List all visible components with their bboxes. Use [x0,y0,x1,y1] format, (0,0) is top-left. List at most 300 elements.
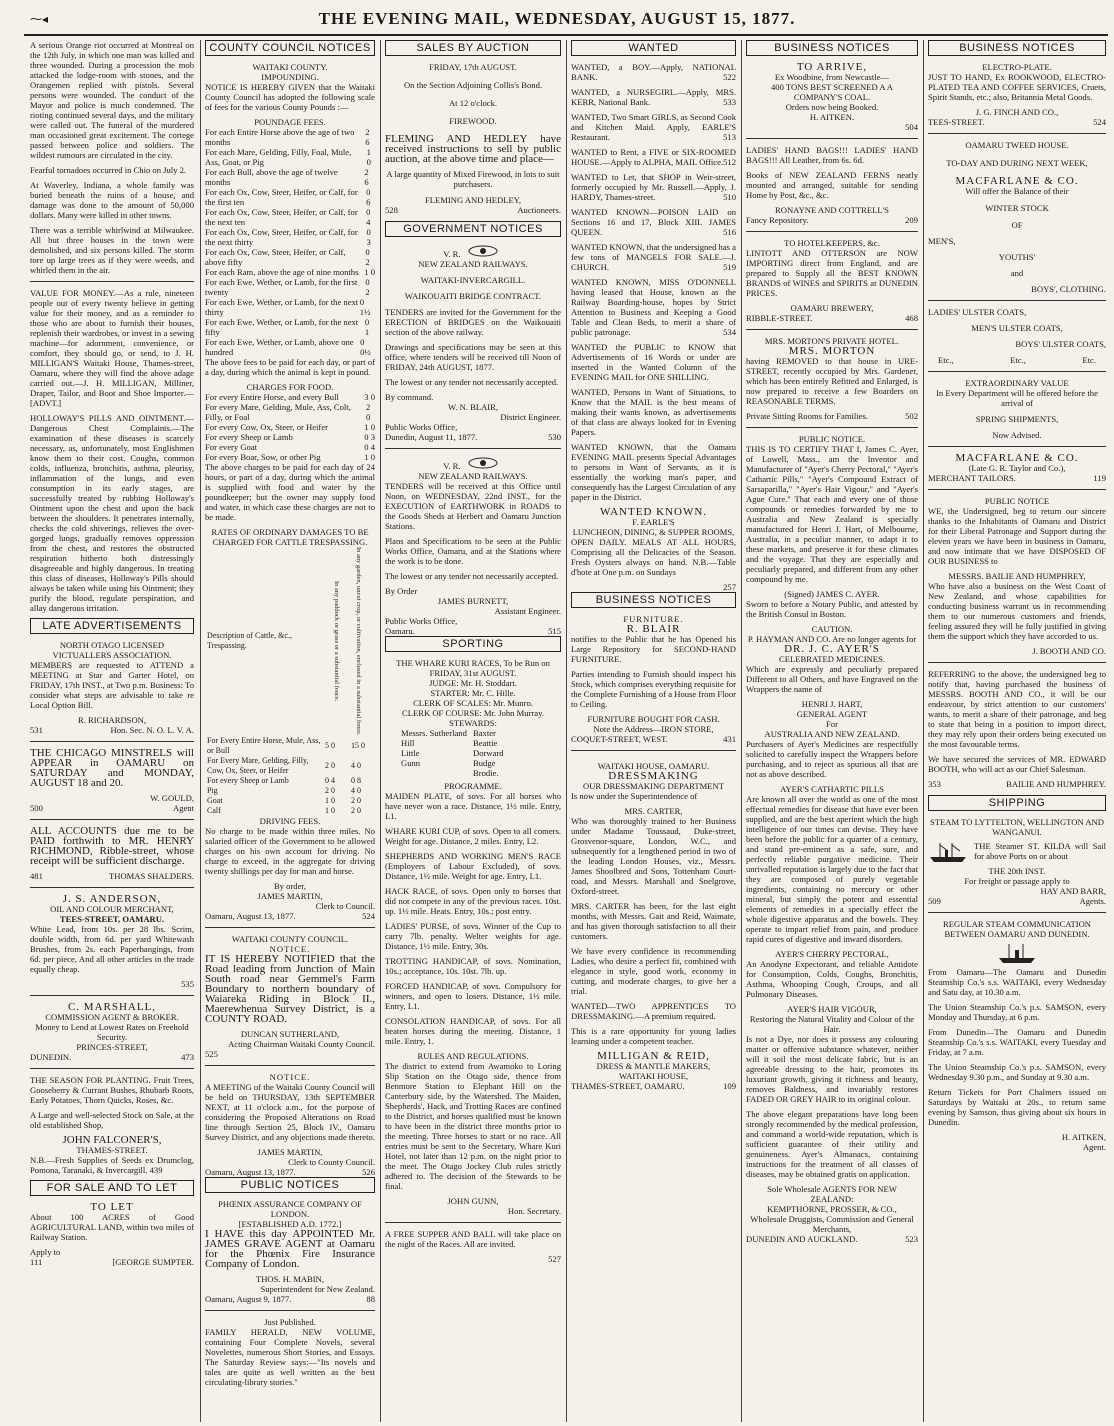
race-official: STARTER: Mr. C. Hille. [430,688,516,698]
royal-arms-icon [463,243,503,257]
ad-body: THE CHICAGO MINSTRELS will APPEAR in OAMARU on SATURDAY and MONDAY, AUGUST 18 and 20. [30,747,194,789]
section-header: SALES BY AUCTION [385,40,561,56]
ad-date: THE 20th INST. [988,866,1046,876]
ad-number: 500 [30,803,43,813]
stewards-title: STEWARDS: [449,718,497,728]
ad-number: 533 [723,97,736,107]
ad-role: Acting Chairman Waitaki County Council. [228,1038,375,1049]
table-cell: 2 0 [351,805,361,815]
ad-body: Ex Woodbine, from Newcastle— [774,72,890,82]
fee-label: For each Entire Horse above the age of two months [205,127,355,147]
table-cell: Calf [207,805,221,815]
ad-body: OF [1011,220,1023,230]
ad-signature: H. AITKEN. [809,112,855,122]
food-amount: 1 0 [364,452,375,462]
steward-name: Messrs. Sutherland [401,728,467,738]
column-1 [30,40,194,1420]
ad-body: ALL ACCOUNTS due me to be PAID forthwith to MR. HENRY RICHMOND, Ribble-street, whose receipt will be sufficient discharge. [30,825,194,867]
race-entry: MAIDEN PLATE, of sovs. For all horses who have never won a race. Distance, 1½ mile. Entry, L1. [385,791,561,821]
ad-body: LINTOTT AND OTTERSON are NOW IMPORTING direct from England, and are prepared to Supply all the BEST KNOWN BRANDS of WINES and SPIRITS at DUNEDIN PRICES. [746,248,918,298]
ad-address: Note the Address—IRON STORE, [593,724,714,734]
table-cell: 5 0 [325,740,335,750]
ad-address: DUNEDIN AND AUCKLAND. [746,1234,858,1244]
fee-amount: 0 1½ [359,297,371,317]
ad-subtitle: FURNITURE BOUGHT FOR CASH. [587,714,720,724]
steward-name: Baxter [473,728,496,738]
ad-signature: R. RICHARDSON, [77,715,147,725]
wanted-ad [571,87,736,107]
ad-subtitle: OIL AND COLOUR MERCHANT, [50,904,174,914]
ad-body: At 12 o'clock. [448,98,498,108]
ad-body: On the Section Adjoining Collis's Bond. [403,80,543,90]
ad-signature: H. AITKEN, [1061,1132,1106,1142]
food-amount: 0 4 [364,442,375,452]
ad-address: COQUET-STREET, WEST. [571,734,668,744]
ad-date: Oamaru, August 9, 1877. [205,1293,292,1304]
wanted-text: WANTED KNOWN, MISS O'DONNELL having leased that House, known as the Railway Boarding-house, hopes by Strict Attention to Business and Keeping a Good Table and Clean Beds, to merit a share of public patronage. [571,277,736,337]
ad-title: C. MARSHALL, [67,1001,157,1013]
schedule-entry: From Oamaru—The Oamaru and Dunedin Steamship Co.'s s.s. WAITAKI, every Wednesday and Satu day, at 10.30 a.m. [928,967,1106,997]
food-label: For every Entire Horse, and every Bull [205,392,339,402]
table-cell: 15 0 [351,740,365,750]
wanted-ad [571,112,736,142]
steamship-icon [928,841,968,863]
ad-body: Purchasers of Ayer's Medicines are respectfully solicited to carefully inspect the Wrappers before purchasing, and to reject as spurious all that are not as above described. [746,739,918,779]
ad-role: Superintendent for New Zealand. [260,1283,375,1294]
fee-row [205,227,375,247]
ad-body: Parties intending to Furnish should inspect his Stock, which comprises everything requisite for the Complete Furnishing of a House from Floor to Ceiling. [571,669,736,709]
wanted-text: WANTED KNOWN—POISON LAID on Sections 16 and 17, Block XIII. JAMES QUEEN. [571,207,736,237]
ad-address: TEES-STREET. [928,117,985,127]
fee-label: For each Ox, Cow, Steer, Heifer, or Calf, for the first ten [205,187,358,207]
ad-number: 516 [723,227,736,237]
ad-title: MACFARLANE & CO. [955,452,1079,464]
ad-title: TO ARRIVE, [796,61,868,73]
ad-body: WANTED—TWO APPRENTICES TO DRESSMAKING.—A premium required. [571,1001,736,1021]
ad-signature: DUNCAN SUTHERLAND, [240,1028,340,1039]
ad-title: PUBLIC NOTICE [984,496,1050,506]
ad-number: 431 [723,734,736,744]
ad-body: JUST TO HAND, Ex ROOKWOOD, ELECTRO-PLATED TEA AND COFFEE SERVICES, Cruets, Spirit Stands, etc.; also, Britannia Metal Goods. [928,72,1106,102]
ad-title: TO HOTELKEEPERS, &c. [784,238,880,248]
wanted-text: WANTED, Persons in Want of Situations, to Know that the MAIL is the best means of making their wants known, as advertisements of that class are always looked for in Evening Papers. [571,387,736,437]
wanted-text: WANTED the PUBLIC to KNOW that Advertisements of 16 Words or under are inserted in the Wanted Column of the EVENING MAIL for ONE SHILLING. [571,342,736,382]
section-header: BUSINESS NOTICES [928,40,1106,56]
ad-body: Which are expressly and peculiarly prepared Different to all Others, and have Engraved on the Wrappers the name of [746,664,918,694]
steward-name: Hill [401,738,415,748]
ad-item: MEN'S ULSTER COATS, [971,323,1063,333]
ad-subtitle: NOTICE. [269,943,311,954]
fee-amount: 1 0 [366,147,371,167]
wanted-ad [571,207,736,237]
ad-signature: FLEMING AND HEDLEY, [424,195,522,205]
ad-role: Hon. Secretary. [507,1206,561,1216]
section-header: BUSINESS NOTICES [571,592,736,608]
fee-label: For each Ewe, Wether, or Lamb, for the next thirty [205,297,359,317]
ad-number: 109 [723,1081,736,1091]
ad-subtitle: Restoring the Natural Vitality and Colour of the Hair. [749,1014,915,1034]
news-item: HOLLOWAY'S PILLS AND OINTMENT.—Dangerous Chest Complaints.—The examination of these diseases is scarcely necessary, as, unfortunately, most Englishmen know them to their cost. Coughs, common colds, influenza, bronchitis, asthma, pleurisy, inflammation of the lungs, and even consumption in its early stages, are successfully treated by rubbing Holloway's Ointment upon the chest and upon the back between the shoulders. It penetrates internally, checks the cold shiverings, relieves the over-gorged lungs, gradually removes oppression from the chest, and restores the obstructed respiration hitherto both distressingly disagreeable and highly dangerous. In treating this class of diseases, Holloway's Pills should always be taken while using his Ointment; they purify the blood, regulate perspiration, and allay dangerous irritation. [30,413,194,613]
ad-role: Clerk to Council. [315,900,375,911]
ad-body: Books of NEW ZEALAND FERNS neatly mounted and arranged, suitable for sending Home by Post, &c., &c. [746,170,918,200]
fee-row [205,207,375,227]
ad-date: Dunedin, August 11, 1877. [385,432,478,442]
column-2 [205,40,375,1420]
ad-subtitle: Wholesale Druggists, Commission and General Merchants, [750,1214,914,1234]
ad-number: 526 [362,1166,375,1177]
ad-title: WAITAKI HOUSE, OAMARU. [597,761,710,771]
wanted-list [571,62,736,502]
food-label: For every Sheep or Lamb [205,432,293,442]
ad-subtitle: IMPOUNDING. [261,72,319,82]
news-item: Fearful tornadoes occurred in Chio on July 2. [30,165,187,175]
ad-body: NOTICE IS HEREBY GIVEN that the Waitaki County Council has adopted the following scale of fees for the various County Pounds :— [205,82,375,112]
table-row [205,786,375,796]
ad-body: LADIES' HAND BAGS!!! LADIES' HAND BAGS!!! All Leather, from 6s. 6d. [746,145,918,165]
fee-label: For each Ox, Cow, Steer, Heifer, or Calf, for the next ten [205,207,358,227]
wanted-text: WANTED to Let, that SHOP in Weir-street, formerly occupied by Mr. Russell.—Apply, J. HARDY, Thames-street. [571,172,736,202]
ad-city: DUNEDIN. [30,1052,72,1062]
ad-body: The above elegant preparations have long been strongly recommended by the medical profession, and command a world-wide reputation, which is sufficient guarantee of their utility and genuineness. Ayer's Almanacs, containing instructions for the treatment of all classes of diseases, may be obtained gratis on application. [746,1109,918,1179]
fee-amount: 0 1 [364,317,370,337]
ad-signature: THOMAS SHALDERS. [109,871,194,881]
ad-number: 473 [181,1052,194,1062]
ad-body: A FREE SUPPER AND BALL will take place on the night of the Races. All are invited. [385,1229,561,1249]
ad-title: KEMPTHORNE, PROSSER, & CO., [767,1204,897,1214]
divider [928,662,1106,663]
ad-place: Oamaru. [385,626,415,636]
schedule-entry: The Union Steamship Co.'s p.s. SAMSON, every Monday and Thursday, at 6 p.m. [928,1002,1106,1022]
fee-row [205,167,375,187]
fee-label: For each Bull, above the age of twelve months [205,167,338,187]
column-rule [923,40,924,1422]
fee-amount: 0 4 [366,207,371,227]
ad-signature: JAMES MARTIN, [257,1146,323,1157]
schedule-entry: The Union Steamship Co.'s p.s. SAMSON, every Wednesday 9.30 p.m., and Sunday at 9.30 a.m. [928,1062,1106,1082]
section-header: SHIPPING [928,795,1106,811]
wanted-ad [571,442,736,502]
news-item: At Waverley, Indiana, a whole family was buried beneath the ruins of a house, and damage was done to the amount of 50,000 dollars. Many were killed in other towns. [30,180,194,220]
race-entry: TROTTING HANDICAP, of sovs. Nomination, 10s.; acceptance, 10s. 10st. 7lb. up. [385,956,561,976]
divider [746,231,918,232]
divider [928,912,1106,913]
race-official: CLERK OF SCALES: Mr. Munro. [413,698,533,708]
wanted-text: WANTED, a BOY.—Apply, NATIONAL BANK. [571,62,736,82]
ad-title: NORTH OTAGO LICENSED VICTUALLERS ASSOCIATION. [52,640,172,660]
ad-title: EXTRAORDINARY VALUE [965,378,1069,388]
ad-number: 527 [548,1254,561,1264]
food-amount: 2 0 [366,402,371,422]
ad-number: 509 [928,896,941,906]
fee-label: For each Ewe, Wether, or Lamb, for the first twenty [205,277,358,297]
table-cell: 4 0 [351,785,361,795]
divider [746,138,918,139]
steward-name: Beattie [473,738,498,748]
ad-body: OPEN DAILY. MEALS AT ALL HOURS, Comprising all the Delicacies of the Season. Fresh Oysters always on hand. N.B.—Table d'hote at One p.m. on Sundays [571,537,736,577]
ad-body: In Every Department will be offered before the arrival of [936,388,1098,408]
ad-title: STEAM TO LYTTELTON, WELLINGTON AND WANGANUI. [930,817,1104,837]
ad-role: Agents. [1079,896,1106,906]
table-cell: For Every Entire Horse, Mule, Ass, or Bull [207,735,321,755]
ad-body: I HAVE this day APPOINTED Mr. JAMES GRAVE AGENT at Oamaru for the Phœnix Fire Insurance Company of London. [205,1227,375,1270]
news-item: A serious Orange riot occurred at Montreal on the 12th July, in which one man was killed and three wounded. During a procession the mob attacked the lodge-room with stones, and the Orangemen replied with pistols. Several persons were wounded. The conduct of the Mayor and police is much condemned. The rioting continued several days, and the military were called out. The funeral of the murdered man occasioned great excitement. The cortege passed between police and soldiers. The wildest rumours are circulated in the city. [30,40,194,160]
ad-order: By Order [385,586,418,596]
ad-body: Orders now being Booked. [785,102,879,112]
food-list [205,392,375,462]
table-header: Description of Cattle, &c., Trespassing. [207,631,292,651]
ad-address: PRINCES-STREET, [76,1042,148,1052]
fee-amount: 2 6 [364,167,369,187]
ad-body: P. HAYMAN AND CO. Are no longer agents for [747,634,917,644]
ad-name: MRS. CARTER, [624,806,683,816]
ad-item: BOYS' ULSTER COATS, [1015,339,1106,349]
ad-title: MRS. MORTON [788,345,876,357]
ad-title: AYER'S CHERRY PECTORAL, [775,949,889,959]
fee-amount: 0 2 [365,247,370,267]
ad-title: AYER'S CATHARTIC PILLS [780,784,884,794]
ad-signature: BAILIE AND HUMPHREY. [1006,779,1106,789]
ad-signature: J. G. FINCH AND CO., [975,107,1059,117]
table-cell: 1 0 [325,805,335,815]
damages-rows [205,736,375,816]
ad-address: RIBBLE-STREET. [746,313,813,323]
crest-label: V. R. [443,249,461,259]
divider [928,371,1106,372]
ad-number: 535 [181,979,194,989]
table-title: CHARGES FOR FOOD. [246,382,334,392]
column-rule [200,40,201,1422]
race-entry: CONSOLATION HANDICAP, of sovs. For all beaten horses during the meeting. Distance, 1 mile. Entry, 1. [385,1016,561,1046]
table-cell: 2 0 [351,795,361,805]
food-label: For every Cow, Ox, Steer, or Heifer [205,422,328,432]
column-rule [566,40,567,1422]
table-row [205,736,375,756]
ad-order: By command. [385,392,434,402]
ad-title: PUBLIC NOTICE. [798,434,866,444]
table-cell: For Every Mare, Gelding, Filly, Cow, Ox, Steer, or Heifer [207,755,309,775]
table-cell: 2 0 [325,760,335,770]
ad-body: Is now under the Superintendence of [571,791,698,801]
food-amount: 3 0 [364,392,375,402]
divider [205,1065,375,1066]
ad-subtitle: WAIKOUAITI BRIDGE CONTRACT. [404,291,542,301]
ad-signature: W. N. BLAIR, [447,402,499,412]
royal-crest [385,243,561,259]
ad-signature: THOS. H. MABIN, [255,1273,325,1284]
food-label: For every Goat [205,442,258,452]
table-header: In any paddock or grass or a substantial fence. [333,581,340,702]
table-row [205,756,375,776]
table-title: RATES OF ORDINARY DAMAGES TO BE CHARGED FOR CATTLE TRESPASSING. [211,527,369,547]
ad-number: 353 [928,779,941,789]
column-5 [746,40,918,1420]
ad-body: The above fees to be paid for each day, or part of a day, during which the animal is kept in pound. [205,357,375,377]
divider [571,750,736,751]
ad-title: MACFARLANE & CO. [955,175,1079,187]
masthead [0,0,1114,36]
ad-body: The lowest or any tender not necessarily accepted. [385,571,559,581]
divider [205,927,375,928]
fee-label: For each Ewe, Wether, or Lamb, above one hundred [205,337,354,357]
ad-signature: JAMES BURNETT, [437,596,509,606]
ad-subtitle: MERCHANT TAILORS. [928,473,1016,483]
ad-title: J. S. ANDERSON, [62,893,162,905]
ad-title: PHŒNIX ASSURANCE COMPANY OF LONDON. [218,1198,362,1219]
column-4 [571,40,736,1420]
ad-title: WAITAKI COUNTY. [252,62,328,72]
stewards-list [385,728,561,778]
ad-body: Sworn to before a Notary Public, and attested by the British Consul in Boston. [746,599,918,619]
table-cell: Pig [207,785,218,795]
ad-title: R. BLAIR [626,623,681,635]
ad-body: An Anodyne Expectorant, and reliable Antidote for Consumption, Colds, Coughs, Bronchitis, Asthma, Whooping Cough, Croups, and all Pulmonary Diseases. [746,959,918,999]
ad-address: THAMES-STREET, OAMARU. [571,1081,685,1091]
ad-number: 119 [1093,473,1106,483]
column-6 [928,40,1106,1420]
ad-role: Hon. Sec. N. O. L. V. A. [110,725,194,735]
ad-body: The above charges to be paid for each day of 24 hours, or part of a day, during which the animal is supplied with food and water by the poundkeeper; but the owner may supply food and water, in which case these charges are not to be made. [205,462,375,522]
fee-amount: 0 3 [366,227,371,247]
wanted-text: WANTED to Rent, a FIVE or SIX-ROOMED HOUSE.—Apply to ALPHA, MAIL Office. [571,147,736,167]
divider [30,995,194,996]
wanted-ad [571,342,736,382]
programme-title: PROGRAMME. [444,781,502,791]
divider [928,446,1106,447]
ad-body: A large quantity of Mixed Firewood, in lots to suit purchasers. [386,169,560,189]
ad-number: 504 [905,122,918,132]
ad-title: NEW ZEALAND RAILWAYS. [418,259,528,269]
ad-title: OAMARU TWEED HOUSE. [965,140,1069,150]
ad-body: Return Tickets for Port Chalmers issued on Saturdays by Waitaki at 20s., to return same evening by Samson, thus giving about six hours in Dunedin. [928,1087,1106,1127]
table-header: In any garden, uncut crop, or cultivation, enclosed in a substantial fence. [355,547,362,736]
ad-office: Public Works Office, [385,616,458,626]
ad-subtitle: Just Published. [264,1316,316,1327]
ad-title: MILLIGAN & REID, [597,1050,710,1062]
ad-number: 468 [905,313,918,323]
food-row [205,402,375,422]
table-cell: Goat [207,795,223,805]
ad-subtitle: NOTICE. [269,1071,311,1082]
ad-item: Etc. [1082,355,1096,365]
ad-date: FRIDAY, 17th AUGUST. [429,62,517,72]
fee-label: For each Ox, Cow, Steer, Heifer, or Calf, above fifty [205,247,346,267]
ad-body: Are known all over the world as one of the most effectual remedies for disease that have ever been supplied, and are the best aperient which the high intelligence of our times can devise. They have been before the public for a quarter of a century, and stand pre-eminent as a safe, sure, and perfectly reliable purgative medicine. Their unrivalled reputation is largely due to the fact that they are composed of purely vegetable ingredients, containing no mercury or other mineral, but simply the potent and essential elements of remedies in a specially effect the whole digestive apparatus and the bowels. They operate to impart relief from pain, and produce rapid cures of digestive and inward disorders. [746,794,918,944]
food-label: For every Mare, Gelding, Mule, Ass, Colt, Filly, or Foal [205,402,351,422]
divider [928,489,1106,490]
ad-role: Agent. [1082,1142,1106,1152]
ad-title: TO LET [90,1201,134,1213]
ad-title: ELECTRO-PLATE. [982,62,1052,72]
steward-name [401,768,473,778]
divider [30,1068,194,1069]
ad-body: TENDERS are invited for the Government for the ERECTION of BRIDGES on the Waikouaiti section of the above railway. [385,307,561,337]
ad-role: For [826,719,838,729]
race-official: CLERK OF COURSE: Mr. John Murray. [402,708,544,718]
ad-number: 525 [205,1048,218,1059]
divider [30,819,194,820]
ad-subtitle: (Late G. R. Taylor and Co.), [968,463,1066,473]
ad-signature: JOHN GUNN, [447,1196,499,1206]
ad-body: REFERRING to the above, the undersigned beg to notify that, having purchased the business of MESSRS. BOOTH AND CO., it will be our endeavour, by strict attention to our customers' wants, to merit a share of their patronage, and beg to state that being in a position to import direct, they may rely upon their orders being executed on the most favourable terms. [928,669,1106,749]
section-header: PUBLIC NOTICES [205,1177,375,1193]
ad-subtitle: CELEBRATED MEDICINES. [779,654,885,664]
ad-title: REGULAR STEAM COMMUNICATION BETWEEN OAMARU AND DUNEDIN. [942,919,1091,939]
ad-title: FIREWOOD. [449,116,497,126]
column-rule [741,40,742,1422]
ad-body: Now Advised. [992,430,1042,440]
wanted-ad [571,387,736,437]
fee-row [205,267,375,277]
section-header: COUNTY COUNCIL NOTICES [205,40,375,56]
schedule-entry: From Dunedin—The Oamaru and Dunedin Steamship Co.'s s.s. WAITAKI, every Tuesday and Friday, at 7 a.m. [928,1027,1106,1057]
divider [30,741,194,742]
section-header: BUSINESS NOTICES [746,40,918,56]
wanted-ad [571,172,736,202]
fee-row [205,297,375,317]
ad-body: MEMBERS are requested to ATTEND a MEETING at Star and Garter Hotel, on FRIDAY, 17th INST., at Two p.m. Business: To consider what steps are advisable to take re Local Option Bill. [30,660,194,710]
ad-body: Money to Lend at Lowest Rates on Freehold Security. [35,1022,189,1042]
ad-signature: (Signed) JAMES C. AYER. [784,589,880,599]
ad-subtitle: WAITAKI-INVERCARGILL. [420,275,526,285]
fee-row [205,147,375,167]
ad-signature: HAY AND BARR, [1040,886,1106,896]
ad-body: Will offer the Balance of their [965,186,1069,196]
table-cell: 2 0 [325,785,335,795]
table-title: POUNDAGE FEES. [254,117,326,127]
section-header: GOVERNMENT NOTICES [385,221,561,237]
section-header: FOR SALE AND TO LET [30,1180,194,1196]
ad-title: FURNITURE. [623,614,684,624]
schedule-list [928,967,1106,1082]
ad-body: Drawings and specifications may be seen at this office, where tenders will be received till Noon of FRIDAY, 24th AUGUST, 1877. [385,342,561,372]
column-3 [385,40,561,1420]
fee-row [205,277,375,297]
ad-subtitle: WAITAKI HOUSE, [618,1071,688,1081]
ad-number: 523 [905,1234,918,1244]
corner-mark-icon: ⁓◂ [30,12,49,26]
ad-role: Agent [172,803,194,813]
wanted-ad [571,147,736,167]
divider [746,329,918,330]
ad-name: HENRI J. HART, [801,699,863,709]
divider [30,281,194,282]
fee-amount: 1 0 [364,267,375,277]
ad-subtitle: F. EARLE'S [632,517,675,527]
ad-role: Clerk to County Council. [288,1156,375,1167]
ad-title: AYER'S HAIR VIGOUR, [787,1004,877,1014]
ad-body: TENDERS will be received at this Office until Noon, on WEDNESDAY, 22nd INST., for the EXECUTION of EARTHWORK in ROADS to the Goods Sheds at Herbert and Oamaru Junction Stations. [385,481,561,531]
race-entry: WHARE KURI CUP, of sovs. Open to all comers. Weight for age. Distance, 2 miles. Entry, L2. [385,826,561,846]
ad-title: DRESSMAKING [608,770,699,782]
fee-amount: 2 6 [365,127,370,147]
ad-subtitle: MESSRS. BAILIE AND HUMPHREY, [948,571,1086,581]
table-row [205,806,375,816]
ad-subtitle: COMMISSION AGENT & BROKER. [45,1012,179,1022]
divider [385,448,561,449]
ad-subtitle: Fancy Repository. [746,215,809,225]
food-amount: 0 3 [364,432,375,442]
ad-title: WANTED KNOWN. [599,506,708,518]
divider [928,133,1106,134]
table-cell: 4 0 [351,760,361,770]
ad-number: 88 [366,1293,375,1304]
ad-body: Is not a Dye, nor does it possess any colouring matter or offensive substance whatever, neither will it soil the most delicate fabric, but is an agreeable dressing to the hair, promotes its luxuriant growth, giving it richness and beauty, removes Baldness, and invariably restores FADED OR GREY HAIR to its original colour. [746,1034,918,1104]
ad-subtitle: WINTER STOCK [985,203,1049,213]
food-amount: 1 0 [364,422,375,432]
ad-date: Oamaru, August 13, 1877. [205,1166,296,1177]
ad-number: 519 [723,262,736,272]
news-item: There was a terrible whirlwind at Milwaukee. All but three houses in the town were demolished, and six persons killed. The storm tore up large trees as if they were weeds, and whirled them in the air. [30,225,194,275]
